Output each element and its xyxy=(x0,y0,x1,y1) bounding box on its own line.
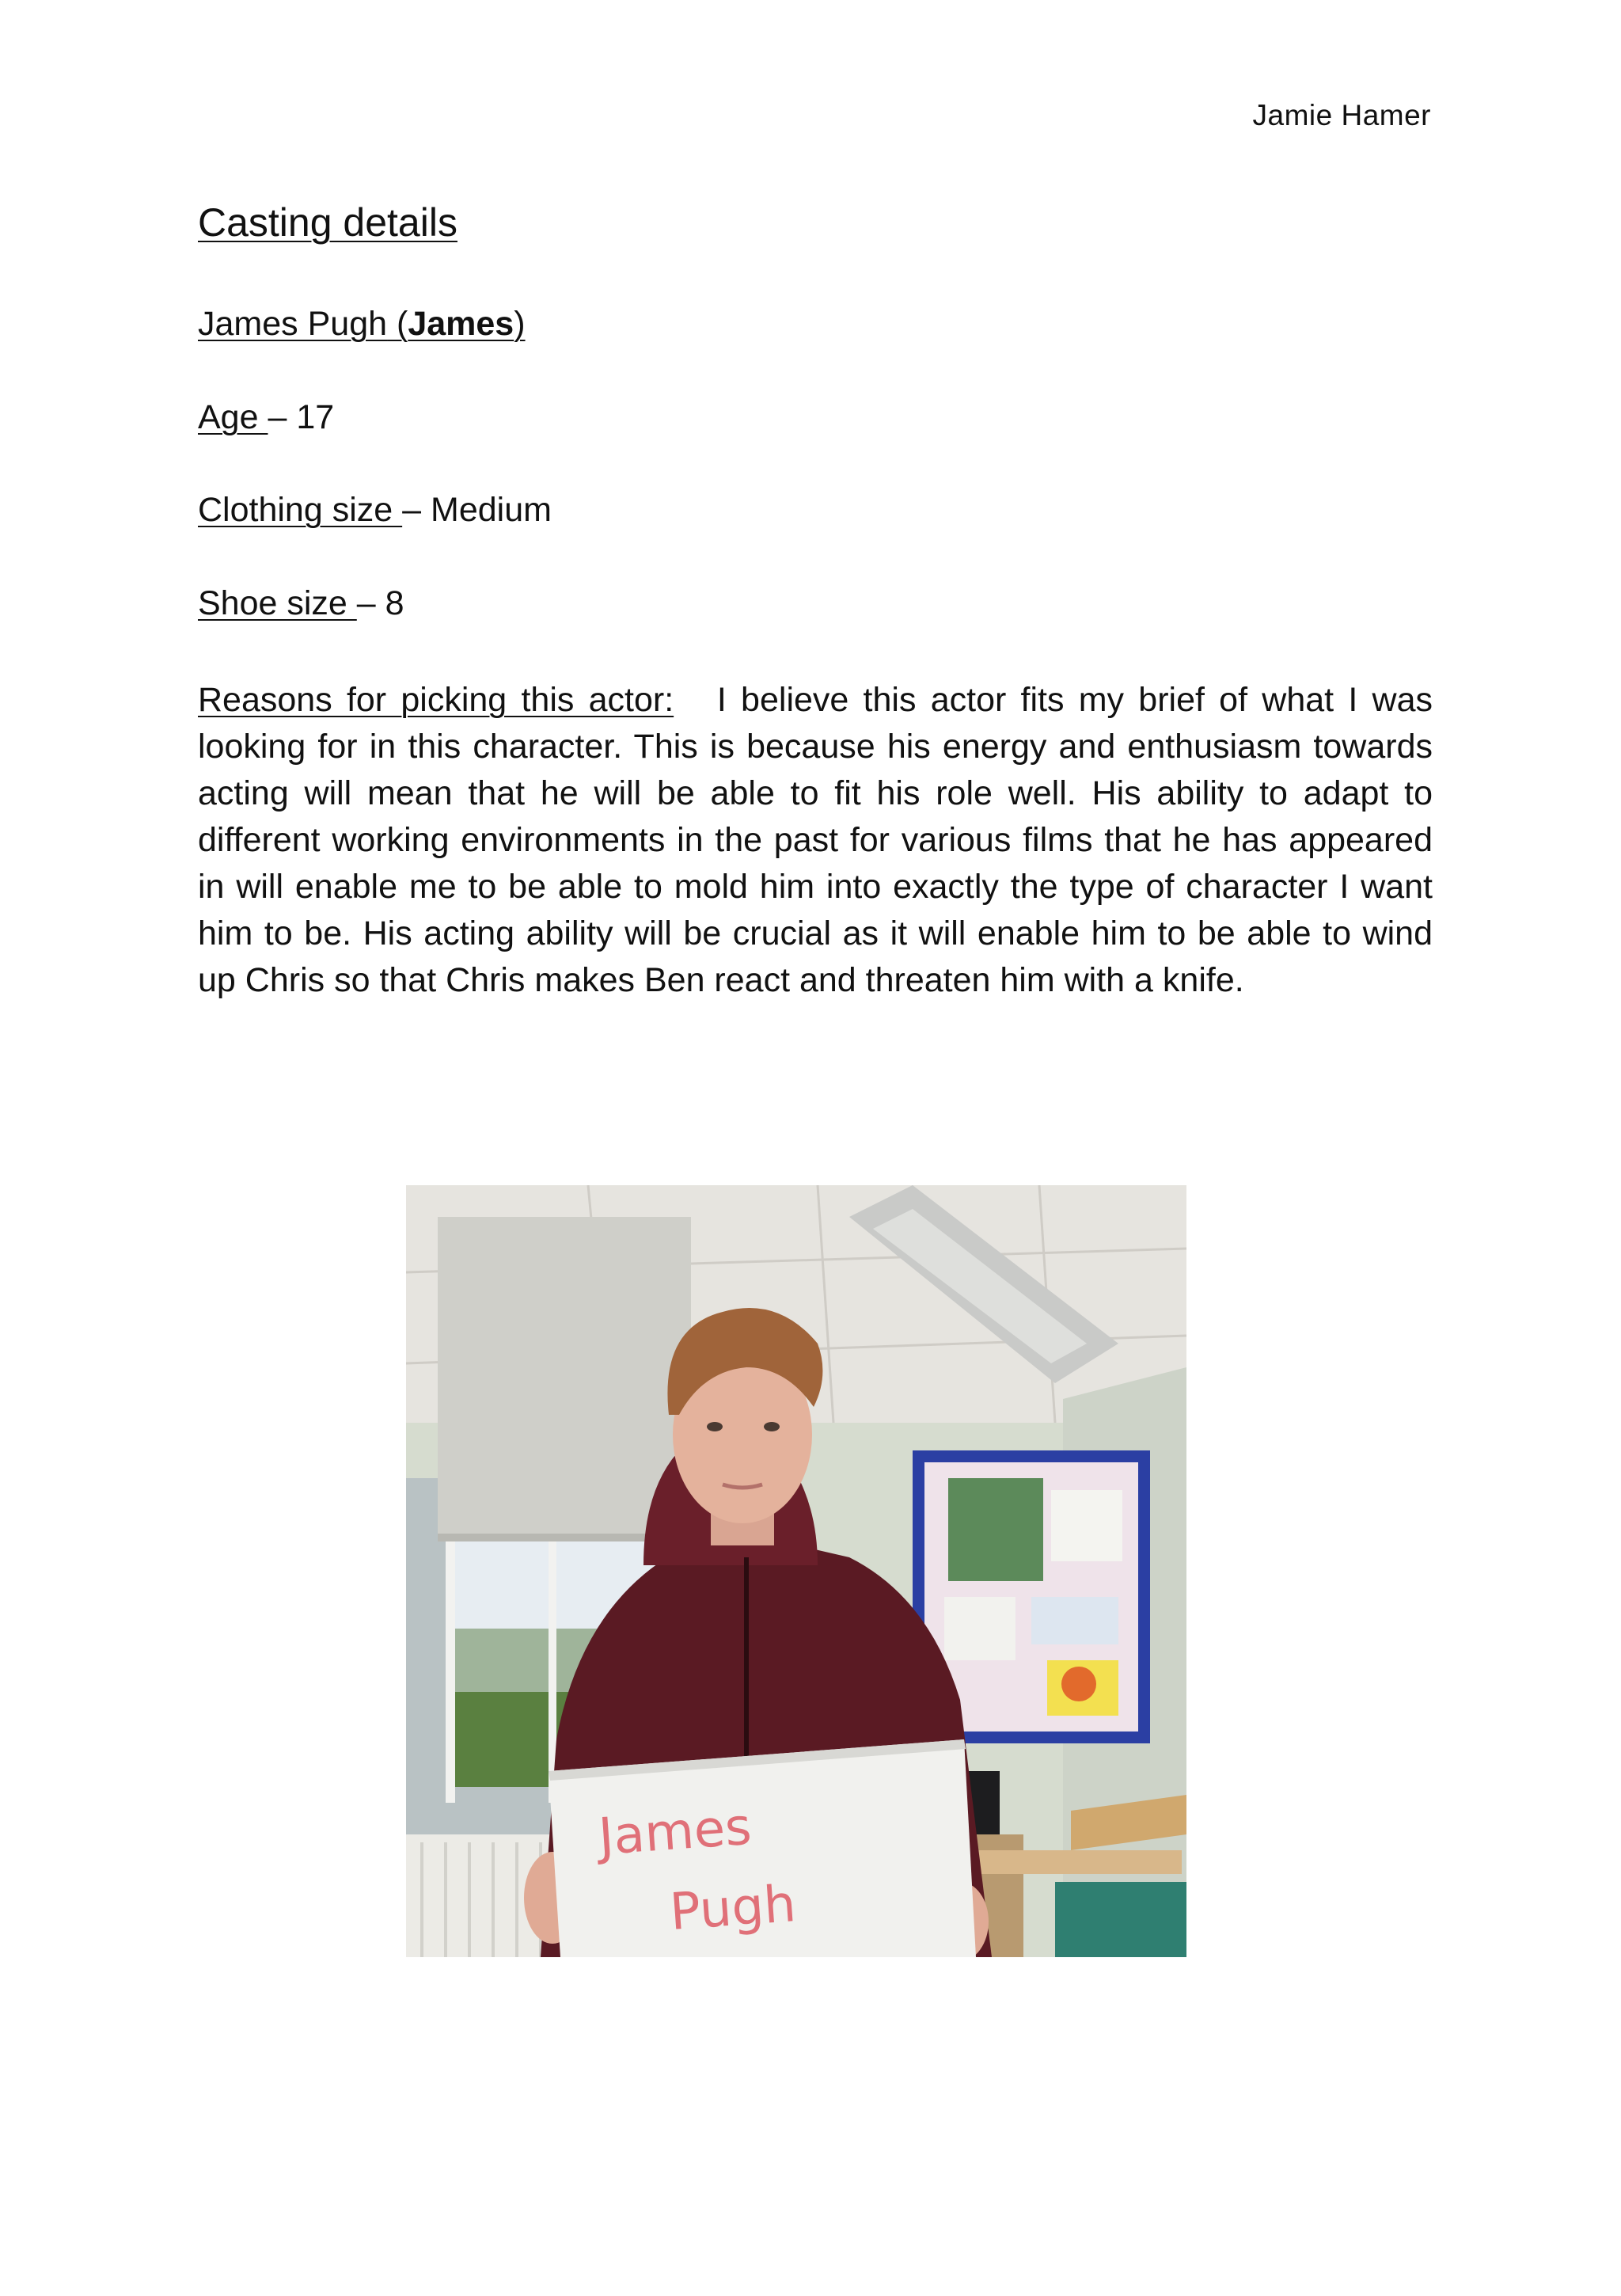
sign-line-1: James xyxy=(596,1797,754,1867)
age-line xyxy=(198,398,334,437)
shoe-size-value: – 8 xyxy=(356,584,404,622)
actor-name-underlined xyxy=(198,305,526,343)
age-label: Age xyxy=(198,398,268,436)
age-value: – 17 xyxy=(268,398,335,436)
page-title: Casting details xyxy=(198,200,457,245)
reasons-paragraph xyxy=(198,677,1433,1004)
clothing-size-line xyxy=(198,491,552,530)
clothing-size-label: Clothing size xyxy=(198,491,403,529)
actor-photo xyxy=(406,1185,1186,1957)
reasons-label: Reasons for picking this actor: xyxy=(198,681,674,719)
actor-name-line xyxy=(198,305,526,344)
shoe-size-line xyxy=(198,584,404,623)
shoe-size-label: Shoe size xyxy=(198,584,357,622)
author-name: Jamie Hamer xyxy=(1252,99,1431,131)
sign-line-2: Pugh xyxy=(667,1875,798,1942)
character-name: James xyxy=(408,305,514,343)
reasons-text: I believe this actor fits my brief of what I was looking for in this character. This is because his energy and enthusiasm towards acting will mean that he will be able to fit his role well. His ability to adapt to different working environments in the past for various films that he has appeared in will enable me to be able to mold him into exactly the type of character I want him to be. His acting ability will be crucial as it will enable him to be able to wind up Chris so that Chris makes Ben react and threaten him with a knife. xyxy=(198,681,1433,999)
clothing-size-value: – Medium xyxy=(402,491,552,529)
actor-name-open: ( xyxy=(387,305,408,343)
actor-name-close: ) xyxy=(514,305,526,343)
actor-name: James Pugh xyxy=(198,305,388,343)
